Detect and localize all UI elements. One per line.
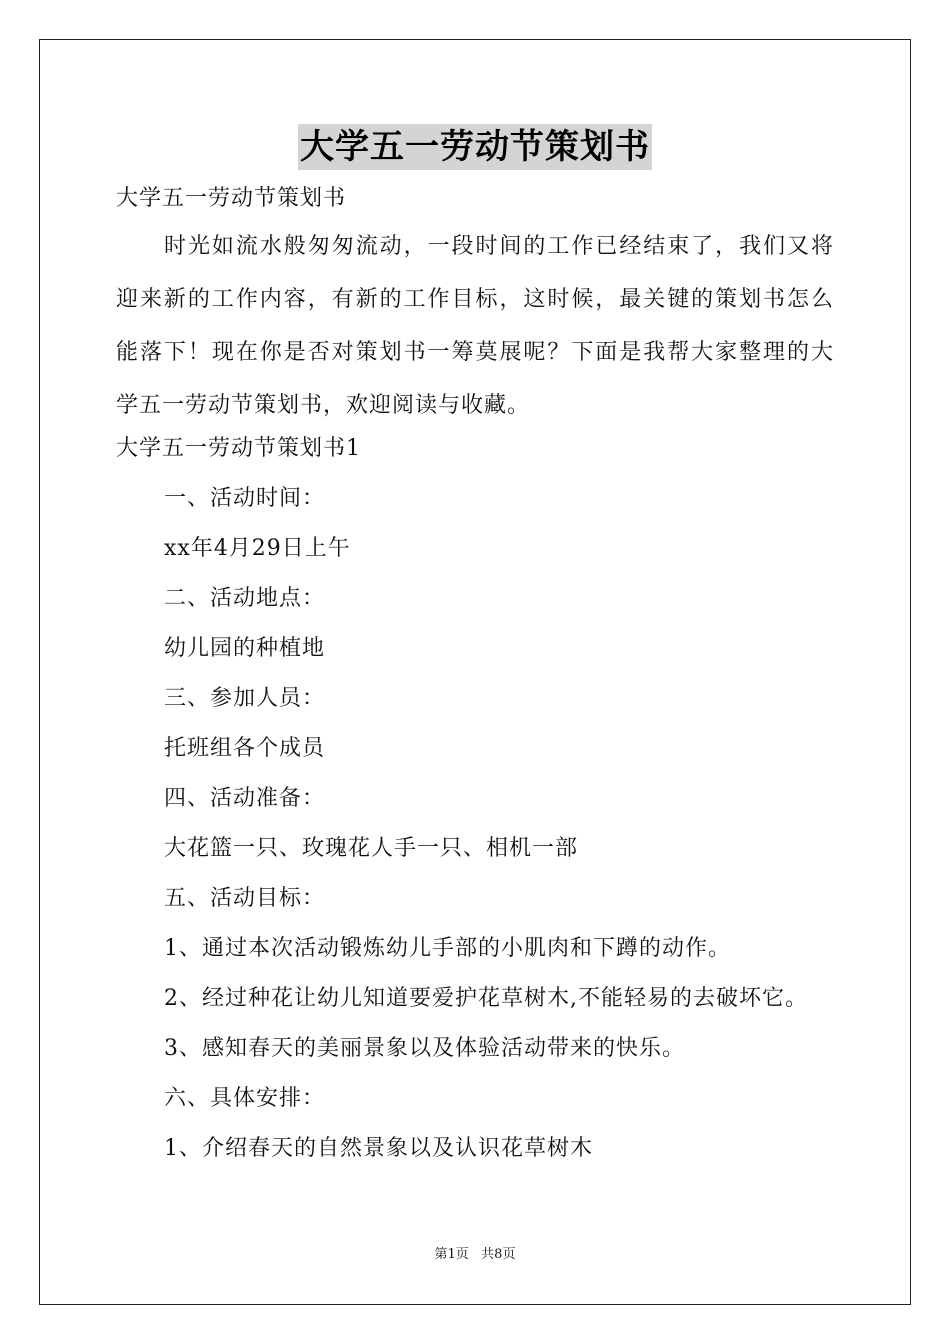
goal-item: 1、通过本次活动锻炼幼儿手部的小肌肉和下蹲的动作。	[164, 936, 731, 961]
preparation-value: 大花篮一只、玫瑰花人手一只、相机一部	[164, 836, 579, 861]
heading-preparation: 四、活动准备：	[164, 786, 326, 811]
participants-value: 托班组各个成员	[164, 736, 326, 761]
section-heading: 大学五一劳动节策划书1	[116, 436, 361, 461]
page-border	[39, 39, 911, 1305]
intro-line: 时光如流水般匆匆流动，一段时间的工作已经结束了，我们又将	[164, 234, 834, 259]
activity-time-value: xx年4月29日上午	[164, 536, 351, 561]
intro-line: 能落下！现在你是否对策划书一筹莫展呢？下面是我帮大家整理的大	[116, 340, 834, 365]
activity-location-value: 幼儿园的种植地	[164, 636, 326, 661]
heading-activity-location: 二、活动地点：	[164, 586, 326, 611]
heading-activity-time: 一、活动时间：	[164, 486, 326, 511]
heading-participants: 三、参加人员：	[164, 686, 326, 711]
document-title: 大学五一劳动节策划书	[298, 124, 652, 170]
goal-item: 3、感知春天的美丽景象以及体验活动带来的快乐。	[164, 1036, 685, 1061]
heading-arrangement: 六、具体安排：	[164, 1086, 326, 1111]
intro-line: 学五一劳动节策划书，欢迎阅读与收藏。	[116, 393, 531, 418]
document-subtitle: 大学五一劳动节策划书	[116, 186, 347, 211]
page-indicator: 第1页 共8页	[434, 1247, 516, 1262]
arrangement-item: 1、介绍春天的自然景象以及认识花草树木	[164, 1136, 593, 1161]
intro-line: 迎来新的工作内容，有新的工作目标，这时候，最关键的策划书怎么	[116, 287, 834, 312]
heading-goals: 五、活动目标：	[164, 886, 326, 911]
goal-item: 2、经过种花让幼儿知道要爱护花草树木,不能轻易的去破坏它。	[164, 986, 808, 1011]
intro-paragraph	[116, 232, 834, 444]
title-container	[0, 124, 950, 170]
